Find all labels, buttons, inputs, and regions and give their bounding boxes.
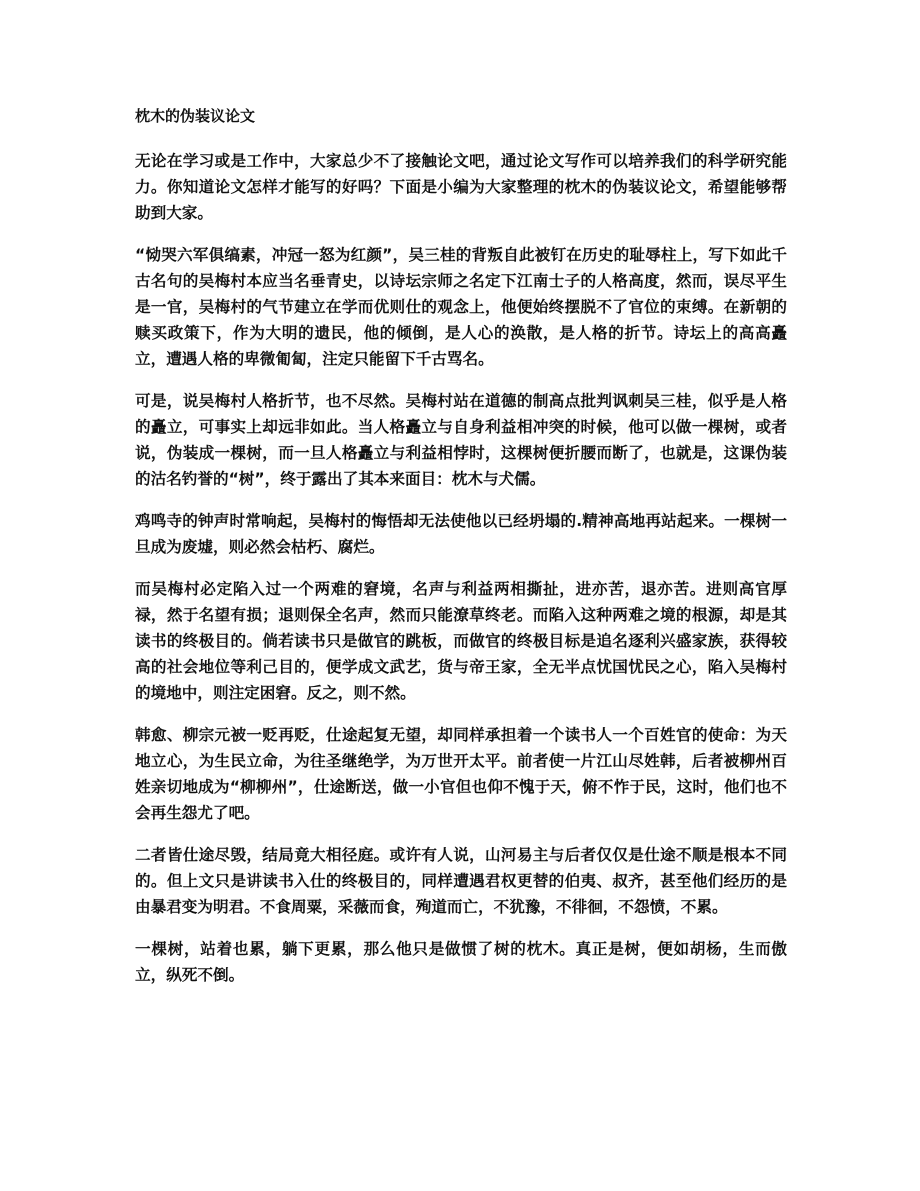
paragraph-han-yu-liu-zongyuan: 韩愈、柳宗元被一贬再贬，仕途起复无望，却同样承担着一个读书人一个百姓官的使命：为天地立心，为生民立命，为往圣继绝学，为万世开太平。前者使一片江山尽姓韩，后者被柳州百姓亲切地成为“柳柳州”，仕途断送，做一小官但也仰不愧于天，俯不怍于民，这时，他们也不会再生怨尤了吧。 [135,726,787,822]
paragraph-dilemma: 而吴梅村必定陷入过一个两难的窘境，名声与利益两相撕扯，进亦苦，退亦苦。进则高官厚禄，然于名望有损；退则保全名声，然而只能潦草终老。而陷入这种两难之境的根源，却是其读书的终极目的。倘若读书只是做官的跳板，而做官的终极目标是追名逐利兴盛家族，获得较高的社会地位等利己目的，便学成文武艺，货与帝王家，全无半点忧国忧民之心，陷入吴梅村的境地中，则注定困窘。反之，则不然。 [135,580,787,702]
paragraph-boyi-shuqi: 二者皆仕途尽毁，结局竟大相径庭。或许有人说，山河易主与后者仅仅是仕途不顺是根本不同的。但上文只是讲读书入仕的终极目的，同样遭遇君权更替的伯夷、叔齐，甚至他们经历的是由暴君变为明君。不食周粟，采薇而食，殉道而亡，不犹豫，不徘徊，不怨愤，不累。 [135,846,787,916]
paragraph-jiming-temple: 鸡鸣寺的钟声时常响起，吴梅村的悔悟却无法使他以已经坍塌的.精神高地再站起来。一棵树一旦成为废墟，则必然会枯朽、腐烂。 [135,512,787,556]
paragraph-wu-meicun-background: “恸哭六军俱缟素，冲冠一怒为红颜”，吴三桂的背叛自此被钉在历史的耻辱柱上，写下如此千古名句的吴梅村本应当名垂青史，以诗坛宗师之名定下江南士子的人格高度，然而，误尽平生是一官，吴梅村的气节建立在学而优则仕的观念上，他便始终摆脱不了官位的束缚。在新朝的赎买政策下，作为大明的遗民，他的倾倒，是人心的涣散，是人格的折节。诗坛上的高高矗立，遭遇人格的卑微匍匐，注定只能留下千古骂名。 [135,246,787,368]
paragraph-disguised-tree: 可是，说吴梅村人格折节，也不尽然。吴梅村站在道德的制高点批判讽刺吴三桂，似乎是人格的矗立，可事实上却远非如此。当人格矗立与自身利益相冲突的时候，他可以做一棵树，或者说，伪装成一棵树，而一旦人格矗立与利益相悖时，这棵树便折腰而断了，也就是，这课伪装的沽名钓誉的“树”，终于露出了其本来面目：枕木与犬儒。 [135,392,787,488]
paragraph-intro: 无论在学习或是工作中，大家总少不了接触论文吧，通过论文写作可以培养我们的科学研究能力。你知道论文怎样才能写的好吗？下面是小编为大家整理的枕木的伪装议论文，希望能够帮助到大家。 [135,152,787,222]
document-title: 枕木的伪装议论文 [135,107,256,125]
document-page [135,104,787,1004]
paragraph-conclusion: 一棵树，站着也累，躺下更累，那么他只是做惯了树的枕木。真正是树，便如胡杨，生而傲立，纵死不倒。 [135,940,787,984]
